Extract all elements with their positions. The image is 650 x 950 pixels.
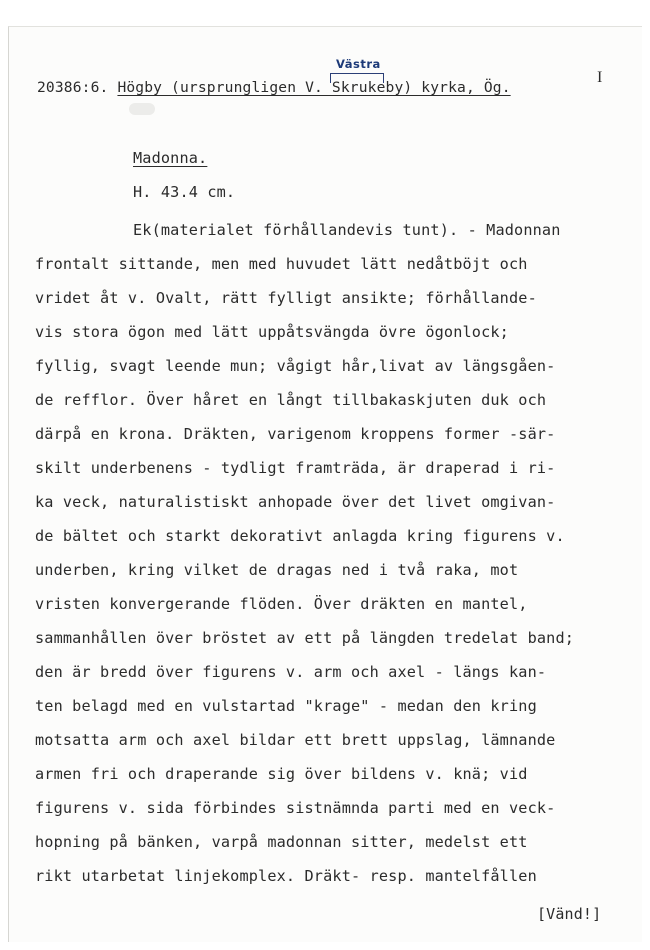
item-height: H. 43.4 cm. bbox=[133, 183, 236, 201]
handwritten-insert: Västra bbox=[336, 57, 381, 71]
body-line: vridet åt v. Ovalt, rätt fylligt ansikte; förhållande- bbox=[35, 289, 537, 307]
document-page bbox=[8, 26, 642, 942]
body-line: underben, kring vilket de dragas ned i två raka, mot bbox=[35, 561, 519, 579]
body-line: frontalt sittande, men med huvudet lätt nedåtböjt och bbox=[35, 255, 528, 273]
body-line: de bältet och starkt dekorativt anlagda kring figurens v. bbox=[35, 527, 565, 545]
item-title: Madonna. bbox=[133, 149, 208, 167]
body-line: skilt underbenens - tydligt framträda, är draperad i ri- bbox=[35, 459, 556, 477]
body-line: hopning på bänken, varpå madonnan sitter, medelst ett bbox=[35, 833, 528, 851]
body-line: ten belagd med en vulstartad "krage" - medan den kring bbox=[35, 697, 537, 715]
body-line: Ek(materialet förhållandevis tunt). - Madonnan bbox=[133, 221, 561, 239]
body-line: därpå en krona. Dräkten, varigenom kroppens former -sär- bbox=[35, 425, 556, 443]
body-line: fyllig, svagt leende mun; vågigt hår,livat av längsgåen- bbox=[35, 357, 556, 375]
catalog-number: 20386:6. bbox=[37, 79, 109, 96]
ink-smudge bbox=[129, 103, 155, 115]
body-line: ka veck, naturalistiskt anhopade över det livet omgivan- bbox=[35, 493, 556, 511]
page-marker: I bbox=[597, 69, 603, 86]
body-line: motsatta arm och axel bildar ett brett uppslag, lämnande bbox=[35, 731, 556, 749]
body-line: sammanhållen över bröstet av ett på längden tredelat band; bbox=[35, 629, 575, 647]
location-heading: Högby (ursprungligen V. Skrukeby) kyrka, Ög. bbox=[117, 79, 511, 96]
body-line: vis stora ögon med lätt uppåtsvängda övre ögonlock; bbox=[35, 323, 509, 341]
body-line: armen fri och draperande sig över bildens v. knä; vid bbox=[35, 765, 528, 783]
body-line: den är bredd över figurens v. arm och axel - längs kan- bbox=[35, 663, 547, 681]
body-line: de refflor. Över håret en långt tillbakaskjuten duk och bbox=[35, 391, 547, 409]
body-line: vristen konvergerande flöden. Över dräkten en mantel, bbox=[35, 595, 528, 613]
body-line: figurens v. sida förbindes sistnämnda parti med en veck- bbox=[35, 799, 556, 817]
turn-over-note: [Vänd!] bbox=[537, 905, 602, 923]
header-line bbox=[37, 79, 511, 97]
body-line: rikt utarbetat linjekomplex. Dräkt- resp. mantelfållen bbox=[35, 867, 537, 885]
